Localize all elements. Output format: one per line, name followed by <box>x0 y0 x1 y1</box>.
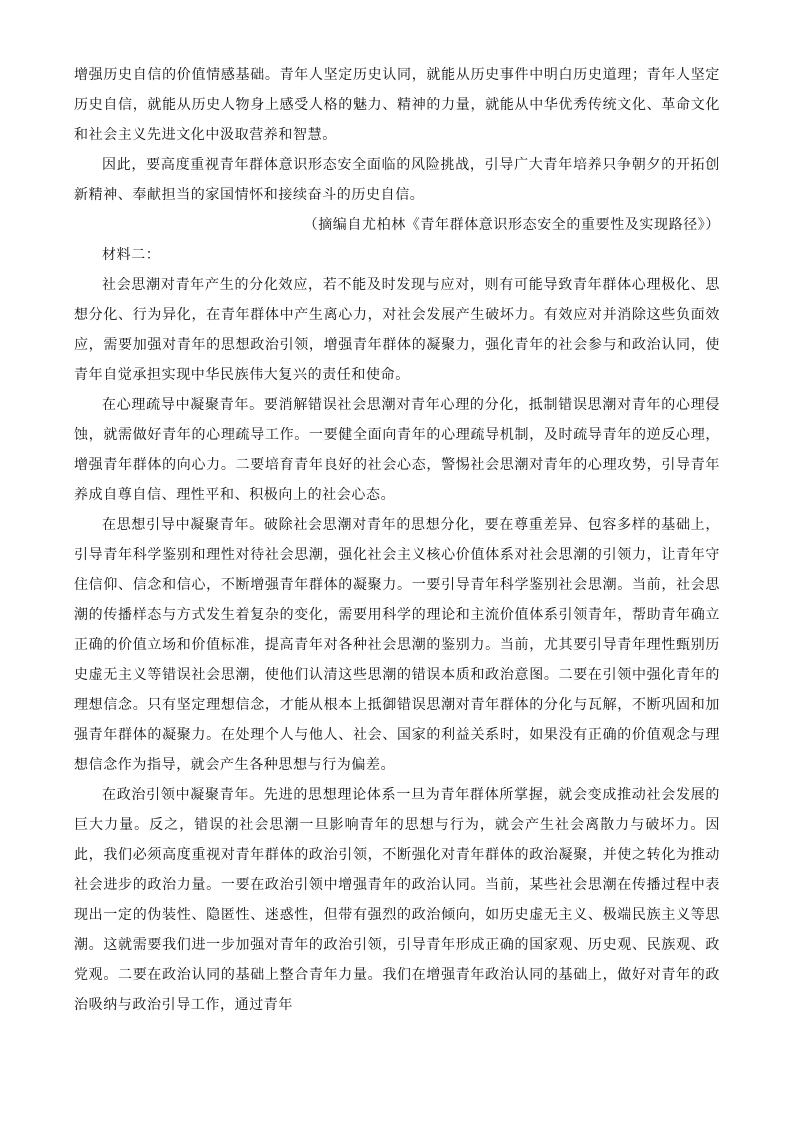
material-two-label: 材料二： <box>102 247 161 263</box>
source-citation: （摘编自尤柏林《青年群体意识形态安全的重要性及实现路径》） <box>303 217 720 233</box>
paragraph-psychological: 在心理疏导中凝聚青年。要消解错误社会思潮对青年心理的分化，抵制错误思潮对青年的心理侵蚀，就需做好青年的心理疏导工作。一要健全面向青年的心理疏导机制，及时疏导青年的逆反心理，增强青年群体的向心力。二要培育青年良好的社会心态，警惕社会思潮对青年的心理攻势，引导青年养成自尊自信、理性平和、积极向上的社会心态。 <box>74 397 720 503</box>
paragraph-conclusion: 因此，要高度重视青年群体意识形态安全面临的风险挑战，引导广大青年培养只争朝夕的开拓创新精神、奉献担当的家国情怀和接续奋斗的历史自信。 <box>74 157 720 203</box>
paragraph-continued: 增强历史自信的价值情感基础。青年人坚定历史认同，就能从历史事件中明白历史道理；青年人坚定历史自信，就能从历史人物身上感受人格的魅力、精神的力量，就能从中华优秀传统文化、革命文化和社会主义先进文化中汲取营养和智慧。 <box>74 67 720 143</box>
paragraph-ideological: 在思想引导中凝聚青年。破除社会思潮对青年的思想分化，要在尊重差异、包容多样的基础上，引导青年科学鉴别和理性对待社会思潮，强化社会主义核心价值体系对社会思潮的引领力，让青年守住信仰、信念和信心，不断增强青年群体的凝聚力。一要引导青年科学鉴别社会思潮。当前，社会思潮的传播样态与方式发生着复杂的变化，需要用科学的理论和主流价值体系引领青年，帮助青年确立正确的价值立场和价值标准，提高青年对各种社会思潮的鉴别力。当前，尤其要引导青年理性甄别历史虚无主义等错误社会思潮，使他们认清这些思潮的错误本质和政治意图。二要在引领中强化青年的理想信念。只有坚定理想信念，才能从根本上抵御错误思潮对青年群体的分化与瓦解，不断巩固和加强青年群体的凝聚力。在处理个人与他人、社会、国家的利益关系时，如果没有正确的价值观念与理想信念作为指导，就会产生各种思想与行为偏差。 <box>74 517 720 773</box>
paragraph-intro: 社会思潮对青年产生的分化效应，若不能及时发现与应对，则有可能导致青年群体心理极化、思想分化、行为异化，在青年群体中产生离心力，对社会发展产生破坏力。有效应对并消除这些负面效应，需要加强对青年的思想政治引领，增强青年群体的凝聚力，强化青年的社会参与和政治认同，使青年自觉承担实现中华民族伟大复兴的责任和使命。 <box>74 277 720 383</box>
paragraph-political: 在政治引领中凝聚青年。先进的思想理论体系一旦为青年群体所掌握，就会变成推动社会发展的巨大力量。反之，错误的社会思潮一旦影响青年的思想与行为，就会产生社会离散力与破坏力。因此，我们必须高度重视对青年群体的政治引领，不断强化对青年群体的政治凝聚，并使之转化为推动社会进步的政治力量。一要在政治引领中增强青年的政治认同。当前，某些社会思潮在传播过程中表现出一定的伪装性、隐匿性、迷惑性，但带有强烈的政治倾向，如历史虚无主义、极端民族主义等思潮。这就需要我们进一步加强对青年的政治引领，引导青年形成正确的国家观、历史观、民族观、政党观。二要在政治认同的基础上整合青年力量。我们在增强青年政治认同的基础上，做好对青年的政治吸纳与政治引导工作，通过青年 <box>74 787 720 1013</box>
document-page <box>74 60 720 1020</box>
